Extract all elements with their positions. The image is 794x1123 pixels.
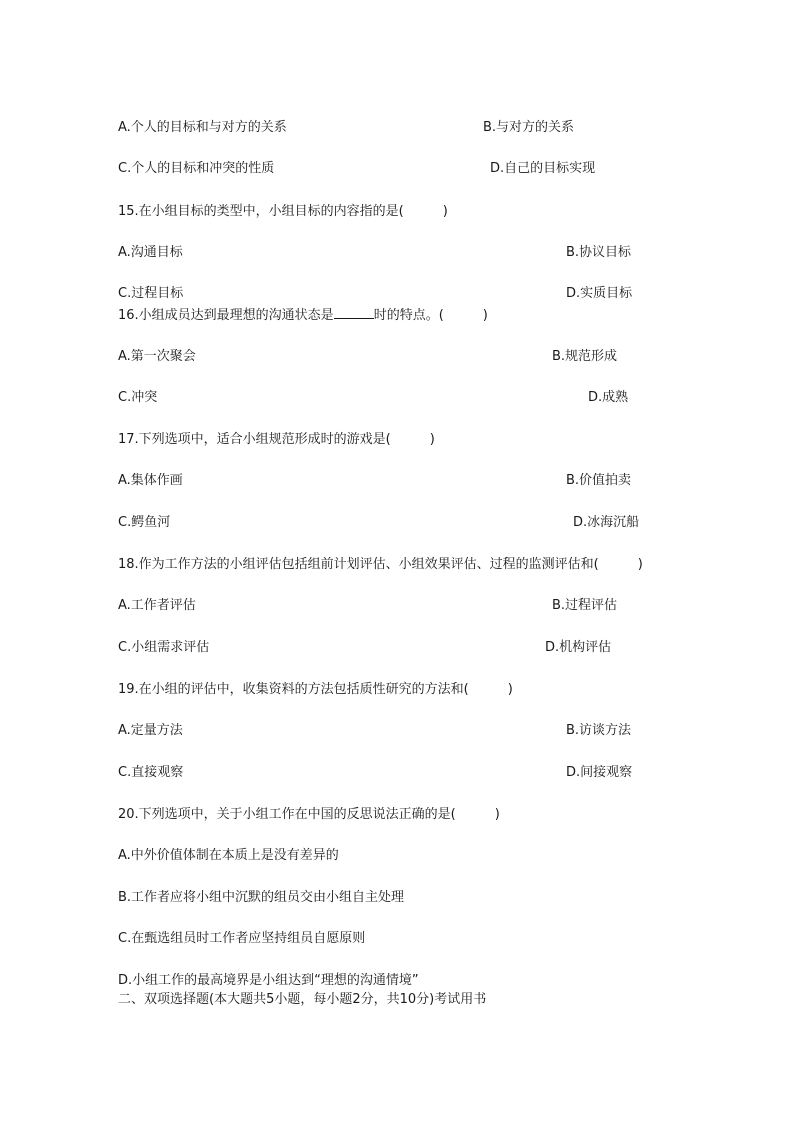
q16-stem-after: 时的特点。( ) [373,308,488,323]
q16-option-b: B.规范形成 [552,349,618,364]
q16-option-a: A.第一次聚会 [118,349,196,364]
q16-option-d: D.成熟 [588,390,629,405]
q17-option-d: D.冰海沉船 [573,515,640,530]
q15-option-d: D.实质目标 [566,286,633,301]
q20-option-a: A.中外价值体制在本质上是没有差异的 [118,848,339,863]
q18-option-c: C.小组需求评估 [118,640,210,655]
q20-option-b: B.工作者应将小组中沉默的组员交由小组自主处理 [118,890,405,905]
q15-stem: 15.在小组目标的类型中，小组目标的内容指的是( ) [118,204,448,219]
q19-option-c: C.直接观察 [118,765,184,780]
q17-option-b: B.价值拍卖 [566,473,632,488]
q14-option-d: D.自己的目标实现 [490,161,596,176]
q15-option-c: C.过程目标 [118,286,184,301]
q17-option-c: C.鳄鱼河 [118,515,171,530]
q16-stem-before: 16.小组成员达到最理想的沟通状态是 [118,308,334,323]
q18-option-b: B.过程评估 [552,598,618,613]
q19-option-a: A.定量方法 [118,723,183,738]
q20-stem: 20.下列选项中，关于小组工作在中国的反思说法正确的是( ) [118,807,500,822]
q20-option-c: C.在甄选组员时工作者应坚持组员自愿原则 [118,931,366,946]
q14-option-b: B.与对方的关系 [483,120,575,135]
q18-option-d: D.机构评估 [545,640,612,655]
q15-option-a: A.沟通目标 [118,245,183,260]
section-2-heading: 二、双项选择题(本大题共5小题，每小题2分，共10分)考试用书 [118,992,487,1007]
q18-stem: 18.作为工作方法的小组评估包括组前计划评估、小组效果评估、过程的监测评估和( ) [118,557,643,572]
q14-option-c: C.个人的目标和冲突的性质 [118,161,275,176]
q17-option-a: A.集体作画 [118,473,183,488]
q18-option-a: A.工作者评估 [118,598,196,613]
q14-option-a: A.个人的目标和与对方的关系 [118,120,287,135]
q20-option-d: D.小组工作的最高境界是小组达到“理想的沟通情境” [118,973,419,988]
q16-answer-blank [334,306,374,319]
q15-option-b: B.协议目标 [566,245,632,260]
q17-stem: 17.下列选项中，适合小组规范形成时的游戏是( ) [118,432,435,447]
q19-option-d: D.间接观察 [566,765,633,780]
q19-stem: 19.在小组的评估中，收集资料的方法包括质性研究的方法和( ) [118,682,513,697]
q16-option-c: C.冲突 [118,390,158,405]
q19-option-b: B.访谈方法 [566,723,632,738]
q16-stem [118,306,488,325]
